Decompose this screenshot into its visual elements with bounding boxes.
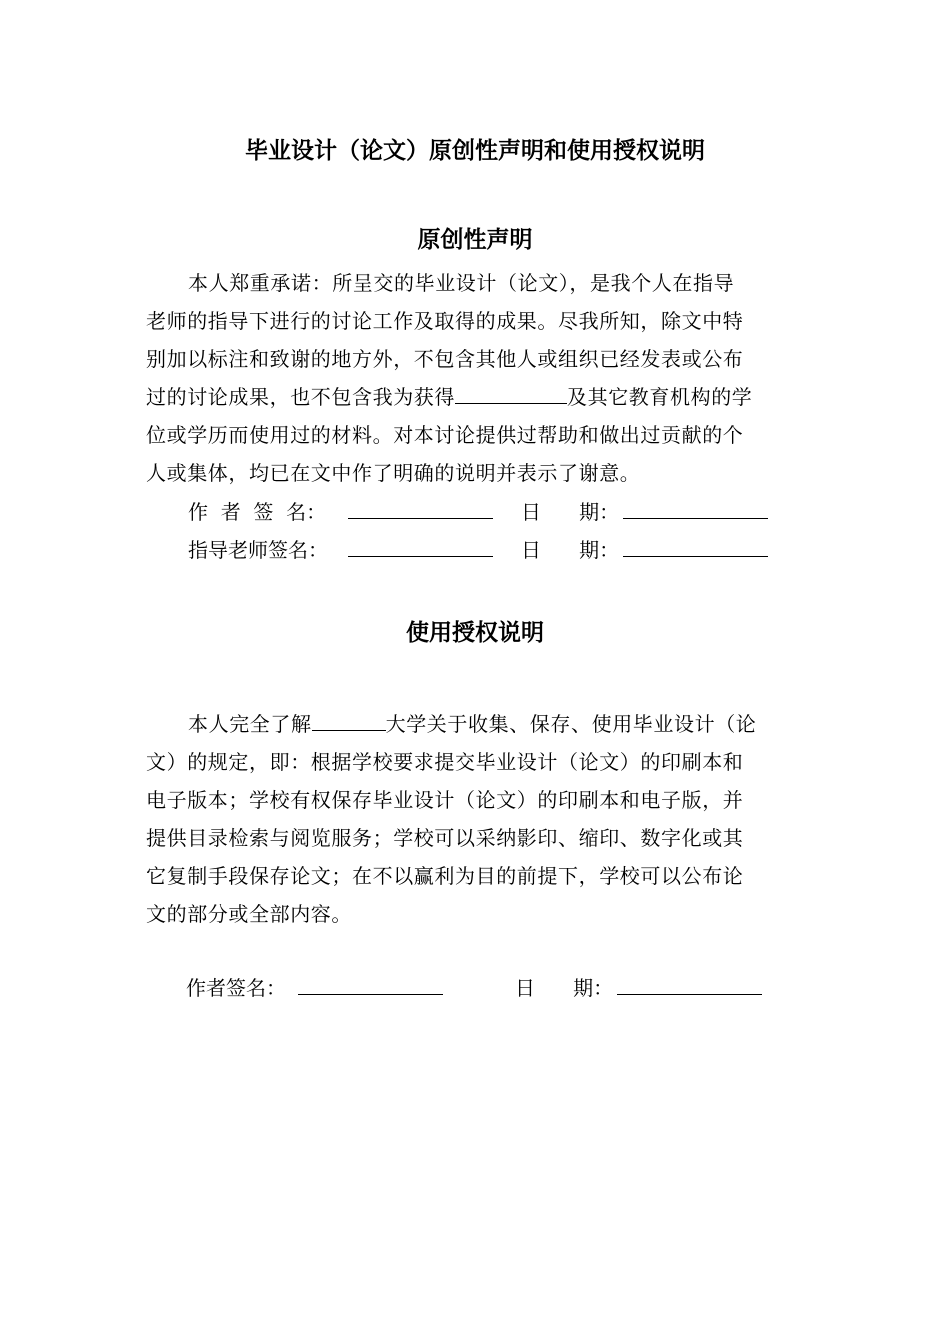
- authorization-line-3: 电子版本；学校有权保存毕业设计（论文）的印刷本和电子版，并: [146, 788, 744, 812]
- date-label: 日 期：: [521, 538, 620, 562]
- degree-blank[interactable]: [455, 381, 567, 404]
- originality-line-4-end: 及其它教育机构的学: [567, 385, 753, 409]
- author-signature-field[interactable]: [348, 496, 493, 519]
- document-title: 毕业设计（论文）原创性声明和使用授权说明: [245, 138, 705, 164]
- authorization-line-1: [146, 705, 806, 743]
- university-blank[interactable]: [312, 708, 386, 731]
- authorization-line-2: 文）的规定，即：根据学校要求提交毕业设计（论文）的印刷本和: [146, 750, 744, 774]
- advisor-signature-field[interactable]: [348, 534, 493, 557]
- author-signature-label: 作 者 签 名：: [188, 500, 327, 524]
- authorization-line-5: 它复制手段保存论文；在不以赢利为目的前提下，学校可以公布论: [146, 864, 744, 888]
- originality-line-2: 老师的指导下进行的讨论工作及取得的成果。尽我所知，除文中特: [146, 309, 744, 333]
- originality-line-1: 本人郑重承诺：所呈交的毕业设计（论文），是我个人在指导: [188, 271, 735, 295]
- originality-line-3: 别加以标注和致谢的地方外，不包含其他人或组织已经发表或公布: [146, 347, 744, 371]
- authorization-line-1-start: 本人完全了解: [188, 712, 312, 736]
- authorization-heading: 使用授权说明: [406, 620, 544, 646]
- date-label: 日 期：: [521, 500, 620, 524]
- authorization-paragraph: [146, 705, 806, 933]
- authorization-signature-row: [186, 972, 762, 1003]
- originality-line-5: 位或学历而使用过的材料。对本讨论提供过帮助和做出过贡献的个: [146, 423, 744, 447]
- originality-line-4: [146, 378, 806, 416]
- authorization-signature-field[interactable]: [298, 972, 443, 995]
- originality-line-4-start: 过的讨论成果，也不包含我为获得: [146, 385, 455, 409]
- date-label: 日 期：: [515, 976, 614, 1000]
- authorization-author-label: 作者签名：: [186, 976, 286, 1000]
- author-date-field[interactable]: [623, 496, 768, 519]
- authorization-line-1-end: 大学关于收集、保存、使用毕业设计（论: [385, 712, 757, 736]
- advisor-signature-label: 指导老师签名：: [188, 538, 328, 562]
- originality-heading: 原创性声明: [417, 227, 533, 253]
- originality-paragraph: [146, 264, 806, 492]
- authorization-line-4: 提供目录检索与阅览服务；学校可以采纳影印、缩印、数字化或其: [146, 826, 744, 850]
- advisor-date-field[interactable]: [623, 534, 768, 557]
- authorization-line-6: 文的部分或全部内容。: [146, 902, 352, 926]
- originality-line-6: 人或集体，均已在文中作了明确的说明并表示了谢意。: [146, 461, 641, 485]
- author-signature-row: [188, 496, 768, 527]
- authorization-date-field[interactable]: [617, 972, 762, 995]
- advisor-signature-row: [188, 534, 768, 565]
